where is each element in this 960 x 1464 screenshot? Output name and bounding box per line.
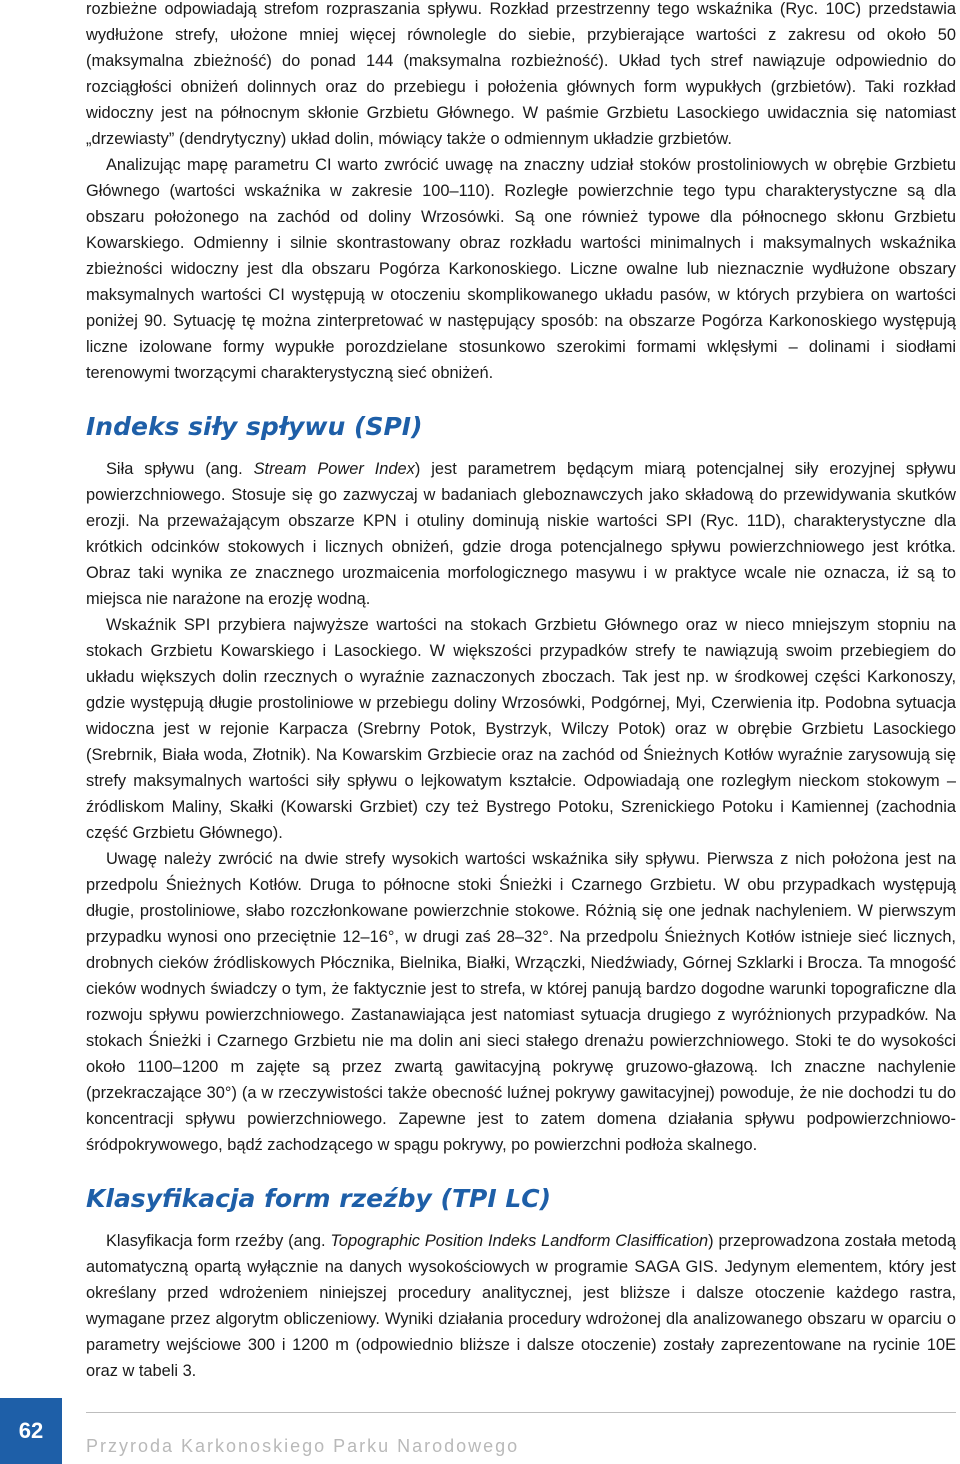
- text-run: ) przeprowadzona została metodą automatyczną opartą wyłącznie na danych wysokościowych w programie SAGA GIS. Jedynym elementem, który jest określany przed wdrożeniem niniejszej procedury analitycznej, jest bliższe i dalsze otoczenie każdego rastra, wymagane przez algorytm obliczeniowy. Wyniki działania procedury wdrożonej dla analizowanego obszaru w oparciu o parametry wejściowe 300 i 1200 m (odpowiednio bliższe i dalsze otoczenie) zostały zaprezentowane na rycinie 10E oraz w tabeli 3.: [86, 1232, 956, 1380]
- paragraph: Uwagę należy zwrócić na dwie strefy wysokich wartości wskaźnika siły spływu. Pierwsza z nich położona jest na przedpolu Śnieżnych Kotłów. Druga to północne stoki Śnieżki i Czarnego Grzbietu. W obu przypadkach występują długie, prostoliniowe, słabo rozczłonkowane powierzchnie stokowe. Różnią się one jednak nachyleniem. W pierwszym przypadku wynosi ono przeciętnie 12–16°, w drugi zaś 28–32°. Na przedpolu Śnieżnych Kotłów istnieje sieć licznych, drobnych cieków źródliskowych Płócznika, Bielnika, Białki, Wrzączki, Niedźwiady, Górnej Szklarki i Brocza. Ta mnogość cieków wodnych świadczy o tym, że faktycznie jest to strefa, w której panują bardzo dogodne warunki topograficzne dla rozwoju spływu powierzchniowego. Zastanawiająca jest natomiast sytuacja drugiego z wyróżnionych przypadków. Na stokach Śnieżki i Czarnego Grzbietu nie ma dolin ani sieci stałego drenażu powierzchniowego. Stoki te do wysokości około 1100–1200 m zajęte są przez zwartą gawitacyjną pokrywę gruzowo-głazową. Ich znaczne nachylenie (przekraczające 30°) (a w rzeczywistości także obecność luźnej pokrywy gawitacyjnej) powoduje, że nie dochodzi tu do koncentracji spływu powierzchniowego. Zapewne jest to zatem domena działania spływu podpowierzchniowo-śródpokrywowego, bądź zachodzącego w spągu pokrywy, po powierzchni podłoża skalnego.: [86, 850, 956, 1154]
- text-run: ) jest parametrem będącym miarą potencjalnej siły erozyjnej spływu powierzchniowego. Stosuje się go zazwyczaj w badaniach gleboznawczych jako składową do przewidywania skutków erozji. Na przeważającym obszarze KPN i otuliny dominują niskie wartości SPI (Ryc. 11D), charakterystyczne dla krótkich odcinków stokowych i licznych obniżeń, gdzie droga potencjalnego spływu powierzchniowego jest krótka. Obraz taki wynika ze znacznego urozmaicenia morfologicznego masywu i w praktyce wcale nie oznacza, iż są to miejsca nie narażone na erozję wodną.: [86, 460, 956, 608]
- publication-title: Przyroda Karkonoskiego Parku Narodowego: [86, 1436, 520, 1456]
- paragraph: [86, 456, 956, 612]
- section-heading-tpi: Klasyfikacja form rzeźby (TPI LC): [86, 1184, 552, 1213]
- article-body: [86, 0, 956, 1384]
- paragraph: rozbieżne odpowiadają strefom rozpraszania spływu. Rozkład przestrzenny tego wskaźnika (Ryc. 10C) przedstawia wydłużone strefy, ułożone mniej więcej równolegle do siebie, przybierające wartości z zakresu od około 50 (maksymalna zbieżność) do ponad 144 (maksymalna rozbieżność). Układ tych stref nawiązuje odpowiednio do rozciągłości obniżeń dolinnych oraz do przebiegu i położenia głównych form wypukłych (grzbietów). Taki rozkład widoczny jest na północnym skłonie Grzbietu Głównego. W paśmie Grzbietu Lasockiego uwidacznia się natomiast „drzewiasty” (dendrytyczny) układ dolin, mówiący także o odmiennym układzie grzbietów.: [86, 0, 956, 148]
- page-number: 62: [18, 1418, 44, 1443]
- page-number-badge: [0, 1398, 62, 1464]
- text-run: Klasyfikacja form rzeźby (ang.: [106, 1232, 331, 1250]
- section-heading-spi: Indeks siły spływu (SPI): [86, 412, 423, 441]
- paragraph: Wskaźnik SPI przybiera najwyższe wartości na stokach Grzbietu Głównego oraz w nieco mniejszym stopniu na stokach Grzbietu Kowarskiego i Lasockiego. W większości przypadków strefy te nawiązują swoim przebiegiem do układu większych dolin rzecznych o wyraźnie zaznaczonych zboczach. Tak jest np. w środkowej części Karkonoszy, gdzie występują długie prostoliniowe w przebiegu doliny Wrzosówki, Podgórnej, Myi, Czerwienia itp. Podobna sytuacja widoczna jest w rejonie Karpacza (Srebrny Potok, Bystrzyk, Wilczy Potok) oraz w obrębie Grzbietu Lasockiego (Srebrnik, Biała woda, Złotnik). Na Kowarskim Grzbiecie oraz na zachód od Śnieżnych Kotłów wyraźnie zarysowują się strefy maksymalnych wartości siły spływu o lejkowatym kształcie. Odpowiadają one rozległym nieckom stokowym – źródliskom Maliny, Skałki (Kowarski Grzbiet) czy też Bystrego Potoku, Szrenickiego Potoku i Kamiennej (zachodnia część Grzbietu Głównego).: [86, 616, 956, 842]
- paragraph: [86, 1228, 956, 1384]
- text-run: Siła spływu (ang.: [106, 460, 254, 478]
- emphasis-term: Stream Power Index: [253, 460, 415, 478]
- footer-divider: [86, 1412, 956, 1413]
- emphasis-term: Topographic Position Indeks Landform Clasiffication: [330, 1232, 709, 1250]
- paragraph: Analizując mapę parametru CI warto zwrócić uwagę na znaczny udział stoków prostoliniowych w obrębie Grzbietu Głównego (wartości wskaźnika w zakresie 100–110). Rozległe powierzchnie tego typu charakterystyczne są dla obszaru położonego na zachód od doliny Wrzosówki. Są one również typowe dla północnego skłonu Grzbietu Kowarskiego. Odmienny i silnie skontrastowany obraz rozkładu wartości minimalnych i maksymalnych wskaźnika zbieżności widoczny jest dla obszaru Pogórza Karkonoskiego. Liczne owalne lub nieznacznie wydłużone obszary maksymalnych wartości CI występują w otoczeniu skomplikowanego układu pasów, w których przybiera on wartości poniżej 90. Sytuację tę można zinterpretować w następujący sposób: na obszarze Pogórza Karkonoskiego występują liczne izolowane formy wypukłe porozdzielane stosunkowo szerokimi formami wklęsłymi – dolinami i siodłami terenowymi tworzącymi charakterystyczną sieć obniżeń.: [86, 156, 956, 382]
